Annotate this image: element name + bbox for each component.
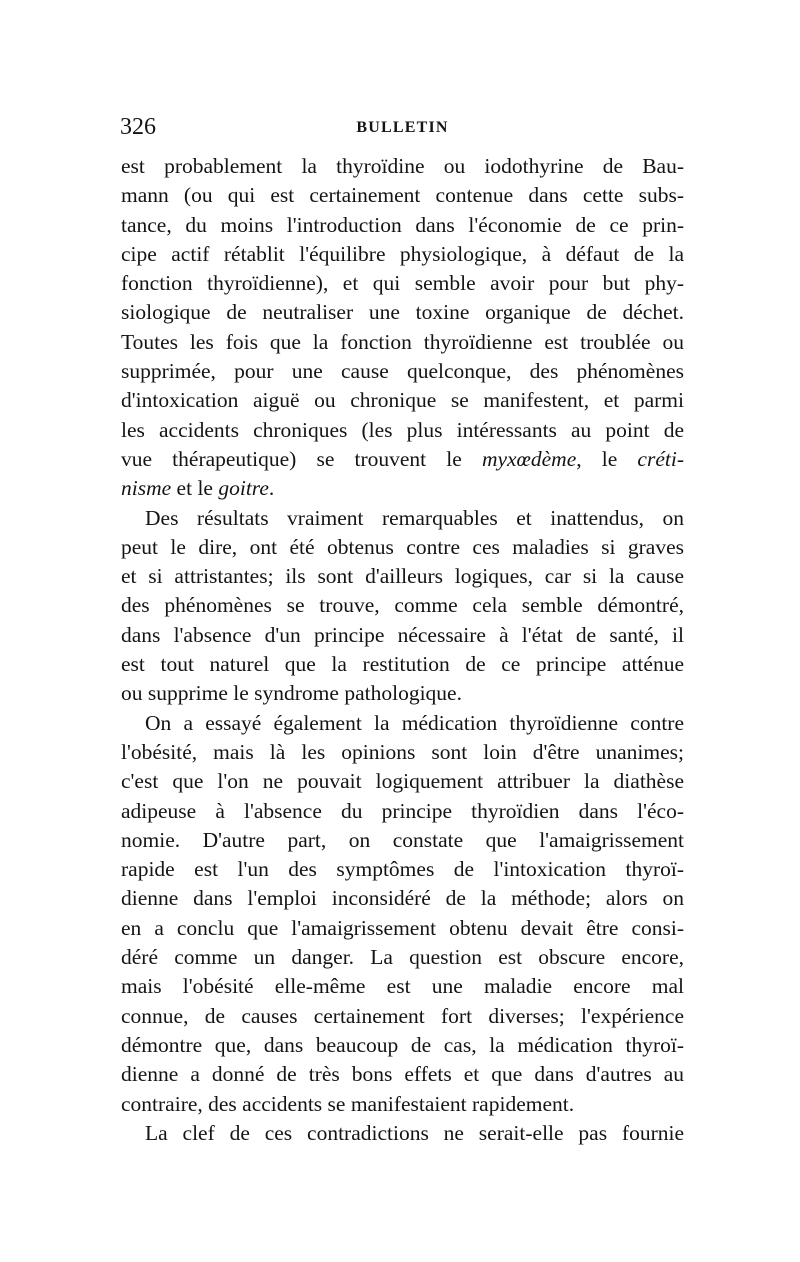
text-line: cipe actif rétablit l'équilibre physiologique, à défaut de la [121,241,684,266]
italic-term: créti- [637,446,684,471]
text-segment: vue thérapeutique) se trouvent le [121,446,482,471]
text-segment: et le [171,476,219,501]
text-line: contraire, des accidents se manifestaient rapidement. [121,1091,575,1116]
text-line: adipeuse à l'absence du principe thyroïdien dans l'éco- [121,798,684,823]
text-line: des phénomènes se trouve, comme cela semble démontré, [121,593,684,618]
text-line: dienne dans l'emploi inconsidéré de la méthode; alors on [121,886,684,911]
text-line: d'intoxication aiguë ou chronique se manifestent, et parmi [121,388,684,413]
text-line: dienne a donné de très bons effets et que dans d'autres au [121,1062,684,1087]
text-segment: , le [576,446,638,471]
text-line: siologique de neutraliser une toxine organique de déchet. [121,300,684,325]
text-line: est tout naturel que la restitution de ce principe atténue [121,652,684,677]
italic-term: nisme [121,476,172,501]
italic-term: myxœdème [481,446,577,471]
text-line: Des résultats vraiment remarquables et inattendus, on [145,505,684,530]
text-line: Toutes les fois que la fonction thyroïdienne est troublée ou [121,329,684,354]
text-line: les accidents chroniques (les plus intéressants au point de [121,417,684,442]
text-line: mais l'obésité elle-même est une maladie encore mal [121,974,684,999]
text-line: rapide est l'un des symptômes de l'intoxication thyroï- [121,857,684,882]
text-line [121,474,684,503]
running-head-title: BULLETIN [356,119,449,136]
text-line: nomie. D'autre part, on constate que l'amaigrissement [121,827,684,852]
text-line: en a conclu que l'amaigrissement obtenu devait être consi- [121,915,684,940]
text-line [121,445,684,474]
text-line: est probablement la thyroïdine ou iodothyrine de Bau- [121,154,684,178]
text-line: ou supprime le syndrome pathologique. [121,681,462,706]
body-text [121,152,684,1148]
text-line: supprimée, pour une cause quelconque, des phénomènes [121,359,684,384]
text-line: peut le dire, ont été obtenus contre ces maladies si graves [121,534,684,559]
text-line: fonction thyroïdienne), et qui semble avoir pour but phy- [121,271,684,296]
text-line: mann (ou qui est certainement contenue dans cette subs- [121,183,684,208]
running-head [120,112,685,142]
text-line: démontre que, dans beaucoup de cas, la médication thyroï- [121,1032,684,1057]
text-line: La clef de ces contradictions ne serait-elle pas fournie [145,1120,684,1145]
text-line: dans l'absence d'un principe nécessaire à l'état de santé, il [121,622,684,647]
italic-term: goitre [218,476,269,501]
text-line: c'est que l'on ne pouvait logiquement attribuer la diathèse [121,769,684,794]
text-line: tance, du moins l'introduction dans l'économie de ce prin- [121,212,684,237]
text-line: On a essayé également la médication thyroïdienne contre [145,710,684,735]
text-line: connue, de causes certainement fort diverses; l'expérience [121,1003,684,1028]
page-number: 326 [120,114,156,140]
text-line: l'obésité, mais là les opinions sont loin d'être unanimes; [121,739,684,764]
text-segment: . [268,476,275,501]
text-line: déré comme un danger. La question est obscure encore, [121,945,684,970]
text-line: et si attristantes; ils sont d'ailleurs logiques, car si la cause [121,564,684,589]
